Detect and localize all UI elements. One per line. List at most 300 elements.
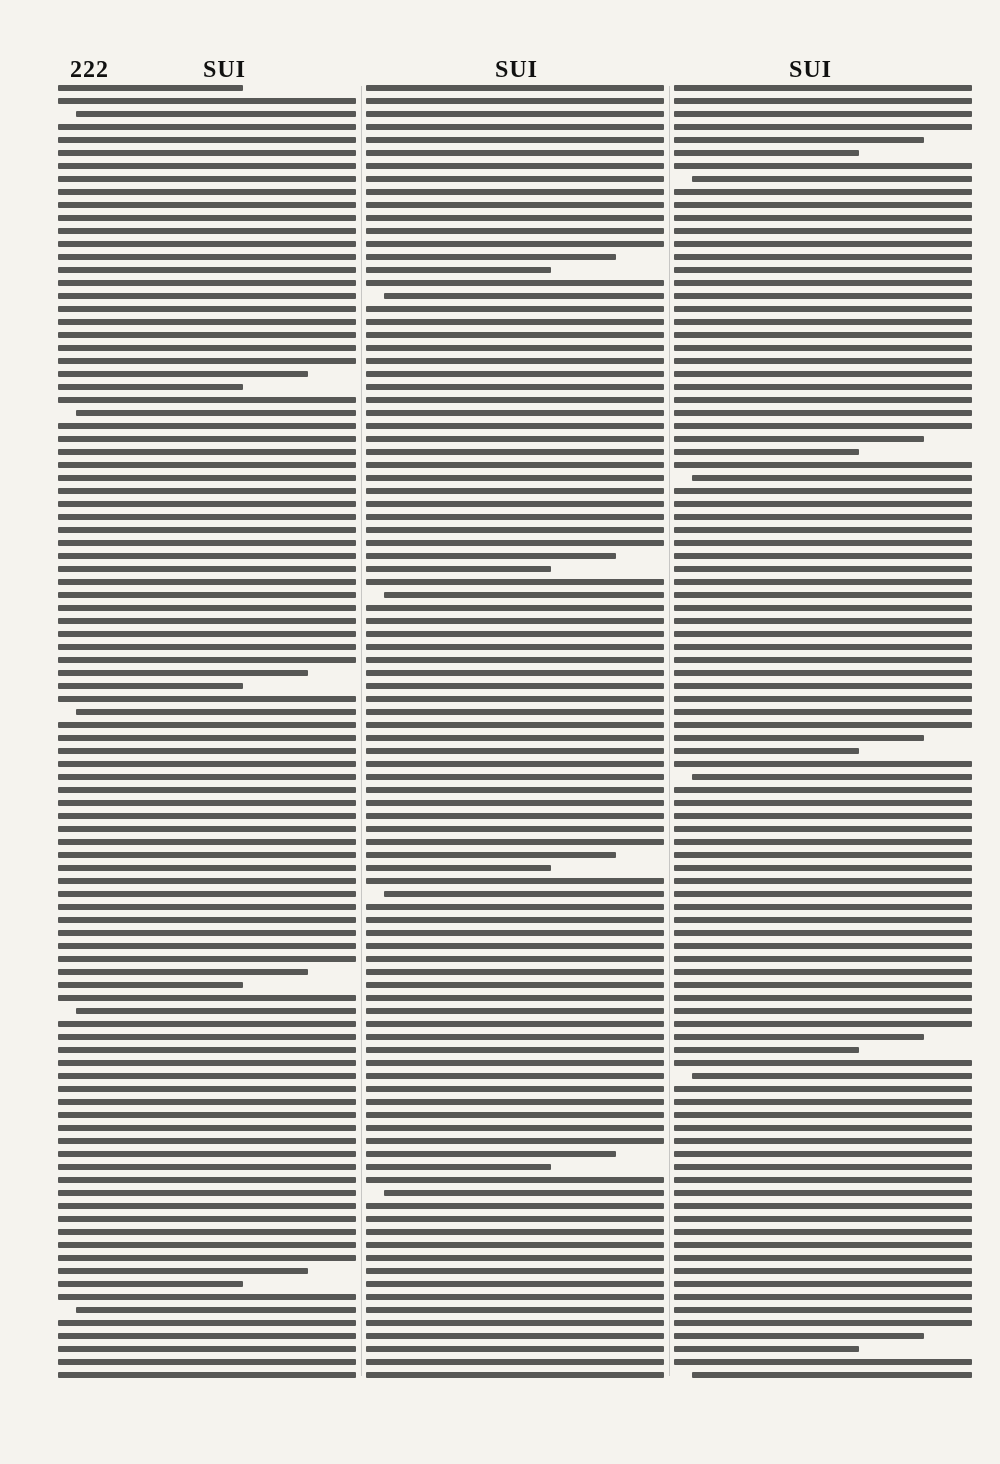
text-line bbox=[366, 618, 664, 624]
text-line bbox=[58, 254, 356, 260]
text-line bbox=[674, 293, 972, 299]
text-line bbox=[58, 1021, 356, 1027]
text-line bbox=[366, 1151, 616, 1157]
text-line bbox=[366, 462, 664, 468]
text-line bbox=[58, 696, 356, 702]
text-line bbox=[674, 969, 972, 975]
text-line bbox=[674, 748, 859, 754]
text-line bbox=[674, 1034, 924, 1040]
text-line bbox=[58, 1151, 356, 1157]
text-line bbox=[58, 540, 356, 546]
text-line bbox=[692, 774, 972, 780]
text-line bbox=[366, 696, 664, 702]
text-line bbox=[366, 1112, 664, 1118]
text-column-left bbox=[58, 78, 356, 1378]
text-line bbox=[366, 1294, 664, 1300]
text-line bbox=[58, 163, 356, 169]
text-line bbox=[674, 852, 972, 858]
text-line bbox=[674, 865, 972, 871]
text-line bbox=[674, 358, 972, 364]
text-line bbox=[674, 137, 924, 143]
text-line bbox=[674, 956, 972, 962]
text-line bbox=[674, 345, 972, 351]
text-line bbox=[58, 280, 356, 286]
text-line bbox=[366, 722, 664, 728]
text-line bbox=[366, 1203, 664, 1209]
text-line bbox=[58, 124, 356, 130]
text-line bbox=[366, 254, 616, 260]
text-line bbox=[674, 423, 972, 429]
text-line bbox=[58, 995, 356, 1001]
text-line bbox=[58, 917, 356, 923]
text-line bbox=[58, 293, 356, 299]
text-line bbox=[674, 683, 972, 689]
text-line bbox=[58, 332, 356, 338]
text-line bbox=[674, 761, 972, 767]
text-line bbox=[58, 1281, 243, 1287]
text-line bbox=[366, 930, 664, 936]
text-line bbox=[366, 332, 664, 338]
text-line bbox=[366, 1346, 664, 1352]
text-line bbox=[366, 735, 664, 741]
text-line bbox=[58, 1216, 356, 1222]
text-line bbox=[366, 267, 551, 273]
page-number: 222 bbox=[70, 57, 109, 83]
text-line bbox=[366, 1034, 664, 1040]
text-line bbox=[58, 553, 356, 559]
text-line bbox=[58, 1099, 356, 1105]
text-line bbox=[366, 1281, 664, 1287]
text-line bbox=[674, 644, 972, 650]
text-line bbox=[366, 241, 664, 247]
text-line bbox=[366, 475, 664, 481]
text-line bbox=[366, 969, 664, 975]
text-line bbox=[366, 1086, 664, 1092]
text-line bbox=[366, 98, 664, 104]
text-line bbox=[58, 618, 356, 624]
text-line bbox=[366, 1177, 664, 1183]
text-line bbox=[674, 1112, 972, 1118]
text-line bbox=[58, 488, 356, 494]
text-line bbox=[58, 826, 356, 832]
text-line bbox=[674, 605, 972, 611]
text-line bbox=[76, 1307, 356, 1313]
text-line bbox=[366, 488, 664, 494]
text-line bbox=[674, 631, 972, 637]
text-line bbox=[366, 358, 664, 364]
text-line bbox=[58, 1359, 356, 1365]
text-line bbox=[366, 436, 664, 442]
text-line bbox=[366, 189, 664, 195]
text-line bbox=[674, 1203, 972, 1209]
text-line bbox=[692, 176, 972, 182]
text-line bbox=[366, 345, 664, 351]
text-line bbox=[58, 371, 308, 377]
text-line bbox=[674, 735, 924, 741]
text-line bbox=[58, 475, 356, 481]
text-line bbox=[58, 631, 356, 637]
text-line bbox=[366, 670, 664, 676]
text-line bbox=[366, 1125, 664, 1131]
text-line bbox=[674, 1164, 972, 1170]
text-line bbox=[366, 1372, 664, 1378]
text-line bbox=[366, 1164, 551, 1170]
text-line bbox=[58, 644, 356, 650]
left-running-head: SUI bbox=[203, 57, 247, 83]
text-line bbox=[58, 384, 243, 390]
text-line bbox=[58, 1177, 356, 1183]
text-line bbox=[674, 618, 972, 624]
text-line bbox=[366, 1008, 664, 1014]
text-line bbox=[366, 228, 664, 234]
text-line bbox=[674, 514, 972, 520]
text-line bbox=[58, 605, 356, 611]
text-line bbox=[366, 1060, 664, 1066]
text-line bbox=[674, 826, 972, 832]
text-line bbox=[76, 111, 356, 117]
text-line bbox=[674, 1151, 972, 1157]
text-line bbox=[366, 826, 664, 832]
text-line bbox=[58, 1255, 356, 1261]
text-line bbox=[674, 1008, 972, 1014]
text-line bbox=[58, 852, 356, 858]
text-line bbox=[366, 371, 664, 377]
text-line bbox=[674, 1333, 924, 1339]
text-line bbox=[366, 176, 664, 182]
text-line bbox=[366, 1359, 664, 1365]
text-line bbox=[58, 1073, 356, 1079]
text-line bbox=[674, 1060, 972, 1066]
text-line bbox=[674, 241, 972, 247]
text-line bbox=[58, 228, 356, 234]
text-line bbox=[366, 423, 664, 429]
text-line bbox=[58, 306, 356, 312]
text-line bbox=[674, 553, 972, 559]
text-line bbox=[58, 1346, 356, 1352]
text-line bbox=[674, 1346, 859, 1352]
text-line bbox=[58, 800, 356, 806]
text-line bbox=[674, 527, 972, 533]
text-line bbox=[58, 436, 356, 442]
text-line bbox=[366, 137, 664, 143]
text-line bbox=[674, 306, 972, 312]
text-line bbox=[674, 332, 972, 338]
text-line bbox=[76, 709, 356, 715]
text-line bbox=[58, 150, 356, 156]
text-line bbox=[674, 709, 972, 715]
text-line bbox=[366, 1255, 664, 1261]
text-line bbox=[674, 1021, 972, 1027]
text-line bbox=[366, 1099, 664, 1105]
text-line bbox=[674, 1242, 972, 1248]
text-line bbox=[674, 111, 972, 117]
text-line bbox=[58, 657, 356, 663]
page-header bbox=[0, 0, 1000, 90]
text-line bbox=[366, 1320, 664, 1326]
text-line bbox=[674, 722, 972, 728]
text-line bbox=[58, 1190, 356, 1196]
text-line bbox=[674, 800, 972, 806]
text-line bbox=[366, 501, 664, 507]
text-line bbox=[366, 215, 664, 221]
text-line bbox=[366, 410, 664, 416]
text-line bbox=[58, 579, 356, 585]
text-line bbox=[366, 631, 664, 637]
text-line bbox=[58, 1164, 356, 1170]
text-line bbox=[692, 1073, 972, 1079]
text-line bbox=[58, 176, 356, 182]
text-line bbox=[366, 813, 664, 819]
text-line bbox=[58, 774, 356, 780]
text-line bbox=[674, 1229, 972, 1235]
text-line bbox=[674, 163, 972, 169]
text-line bbox=[58, 683, 243, 689]
text-line bbox=[58, 527, 356, 533]
text-line bbox=[366, 163, 664, 169]
text-line bbox=[674, 917, 972, 923]
text-line bbox=[674, 995, 972, 1001]
text-line bbox=[674, 1281, 972, 1287]
text-line bbox=[366, 761, 664, 767]
text-line bbox=[366, 852, 616, 858]
text-line bbox=[366, 111, 664, 117]
text-line bbox=[366, 1138, 664, 1144]
text-line bbox=[366, 917, 664, 923]
text-line bbox=[674, 579, 972, 585]
text-line bbox=[674, 150, 859, 156]
text-line bbox=[366, 1021, 664, 1027]
text-line bbox=[674, 1268, 972, 1274]
text-line bbox=[366, 774, 664, 780]
text-line bbox=[366, 904, 664, 910]
text-line bbox=[366, 527, 664, 533]
text-line bbox=[366, 800, 664, 806]
text-line bbox=[674, 1255, 972, 1261]
text-line bbox=[366, 384, 664, 390]
text-line bbox=[674, 1359, 972, 1365]
text-line bbox=[366, 397, 664, 403]
text-line bbox=[674, 1138, 972, 1144]
text-line bbox=[366, 865, 551, 871]
text-line bbox=[366, 449, 664, 455]
text-line bbox=[366, 605, 664, 611]
text-line bbox=[58, 956, 356, 962]
text-line bbox=[58, 85, 243, 91]
text-line bbox=[674, 1294, 972, 1300]
text-line bbox=[58, 241, 356, 247]
text-line bbox=[58, 397, 356, 403]
text-line bbox=[58, 1138, 356, 1144]
text-line bbox=[674, 384, 972, 390]
text-line bbox=[674, 124, 972, 130]
text-line bbox=[366, 878, 664, 884]
text-line bbox=[384, 293, 664, 299]
text-line bbox=[58, 1125, 356, 1131]
text-line bbox=[58, 722, 356, 728]
text-line bbox=[366, 839, 664, 845]
text-line bbox=[674, 592, 972, 598]
text-line bbox=[76, 410, 356, 416]
text-line bbox=[674, 85, 972, 91]
center-running-head: SUI bbox=[495, 57, 539, 83]
text-line bbox=[384, 891, 664, 897]
text-line bbox=[58, 1268, 308, 1274]
text-line bbox=[674, 98, 972, 104]
text-line bbox=[58, 1112, 356, 1118]
text-line bbox=[58, 1242, 356, 1248]
text-line bbox=[366, 982, 664, 988]
text-line bbox=[674, 449, 859, 455]
text-line bbox=[674, 566, 972, 572]
text-line bbox=[674, 1307, 972, 1313]
text-line bbox=[58, 514, 356, 520]
text-line bbox=[674, 1190, 972, 1196]
text-line bbox=[366, 709, 664, 715]
text-line bbox=[58, 1333, 356, 1339]
text-line bbox=[384, 1190, 664, 1196]
text-line bbox=[674, 982, 972, 988]
text-column-center bbox=[366, 78, 664, 1378]
text-line bbox=[674, 813, 972, 819]
text-line bbox=[674, 436, 924, 442]
text-line bbox=[674, 1047, 859, 1053]
text-line bbox=[58, 449, 356, 455]
text-line bbox=[58, 1320, 356, 1326]
text-line bbox=[674, 1099, 972, 1105]
text-line bbox=[58, 501, 356, 507]
text-line bbox=[366, 683, 664, 689]
text-line bbox=[58, 761, 356, 767]
text-line bbox=[674, 501, 972, 507]
text-line bbox=[366, 943, 664, 949]
text-line bbox=[674, 540, 972, 546]
text-line bbox=[366, 748, 664, 754]
text-line bbox=[58, 787, 356, 793]
text-line bbox=[674, 657, 972, 663]
text-line bbox=[366, 995, 664, 1001]
text-line bbox=[58, 423, 356, 429]
text-line bbox=[58, 943, 356, 949]
text-line bbox=[674, 228, 972, 234]
text-line bbox=[58, 878, 356, 884]
text-line bbox=[674, 371, 972, 377]
text-line bbox=[366, 1307, 664, 1313]
text-line bbox=[366, 85, 664, 91]
right-running-head: SUI bbox=[789, 57, 833, 83]
text-line bbox=[58, 1060, 356, 1066]
text-line bbox=[674, 1216, 972, 1222]
text-line bbox=[58, 748, 356, 754]
text-line bbox=[58, 358, 356, 364]
text-line bbox=[366, 657, 664, 663]
text-line bbox=[674, 267, 972, 273]
text-line bbox=[58, 813, 356, 819]
text-line bbox=[58, 982, 243, 988]
text-line bbox=[366, 1216, 664, 1222]
text-line bbox=[58, 865, 356, 871]
text-line bbox=[692, 475, 972, 481]
text-line bbox=[366, 280, 664, 286]
text-line bbox=[58, 891, 356, 897]
text-line bbox=[674, 670, 972, 676]
text-column-right bbox=[674, 78, 972, 1378]
text-line bbox=[366, 644, 664, 650]
text-line bbox=[58, 267, 356, 273]
text-line bbox=[674, 410, 972, 416]
text-line bbox=[366, 1242, 664, 1248]
text-line bbox=[58, 1047, 356, 1053]
text-line bbox=[674, 488, 972, 494]
text-line bbox=[366, 956, 664, 962]
text-line bbox=[58, 904, 356, 910]
text-line bbox=[674, 1125, 972, 1131]
text-line bbox=[58, 1294, 356, 1300]
text-line bbox=[674, 189, 972, 195]
text-line bbox=[366, 150, 664, 156]
text-line bbox=[366, 1268, 664, 1274]
text-line bbox=[366, 1333, 664, 1339]
text-line bbox=[674, 215, 972, 221]
text-line bbox=[58, 930, 356, 936]
text-line bbox=[58, 839, 356, 845]
text-line bbox=[58, 1034, 356, 1040]
text-line bbox=[58, 189, 356, 195]
text-line bbox=[674, 280, 972, 286]
text-line bbox=[674, 904, 972, 910]
text-line bbox=[366, 1073, 664, 1079]
text-line bbox=[674, 839, 972, 845]
text-line bbox=[58, 1372, 356, 1378]
text-line bbox=[674, 1086, 972, 1092]
text-line bbox=[58, 202, 356, 208]
column-divider-2 bbox=[669, 86, 670, 1376]
text-line bbox=[58, 969, 308, 975]
text-line bbox=[674, 943, 972, 949]
text-line bbox=[674, 462, 972, 468]
text-line bbox=[366, 540, 664, 546]
text-line bbox=[674, 1320, 972, 1326]
text-line bbox=[76, 1008, 356, 1014]
text-line bbox=[674, 1177, 972, 1183]
text-line bbox=[366, 124, 664, 130]
text-line bbox=[692, 1372, 972, 1378]
text-line bbox=[366, 1229, 664, 1235]
text-line bbox=[58, 137, 356, 143]
text-line bbox=[366, 202, 664, 208]
text-line bbox=[58, 98, 356, 104]
text-line bbox=[674, 930, 972, 936]
text-line bbox=[366, 566, 551, 572]
text-line bbox=[58, 592, 356, 598]
text-line bbox=[674, 397, 972, 403]
text-line bbox=[674, 696, 972, 702]
text-line bbox=[58, 1203, 356, 1209]
text-line bbox=[674, 319, 972, 325]
column-divider-1 bbox=[361, 86, 362, 1376]
text-line bbox=[674, 891, 972, 897]
text-line bbox=[58, 566, 356, 572]
text-line bbox=[366, 319, 664, 325]
text-line bbox=[674, 202, 972, 208]
text-line bbox=[58, 1086, 356, 1092]
text-line bbox=[58, 735, 356, 741]
text-line bbox=[366, 787, 664, 793]
text-line bbox=[674, 254, 972, 260]
text-line bbox=[674, 878, 972, 884]
text-line bbox=[58, 215, 356, 221]
text-line bbox=[58, 319, 356, 325]
text-line bbox=[674, 787, 972, 793]
